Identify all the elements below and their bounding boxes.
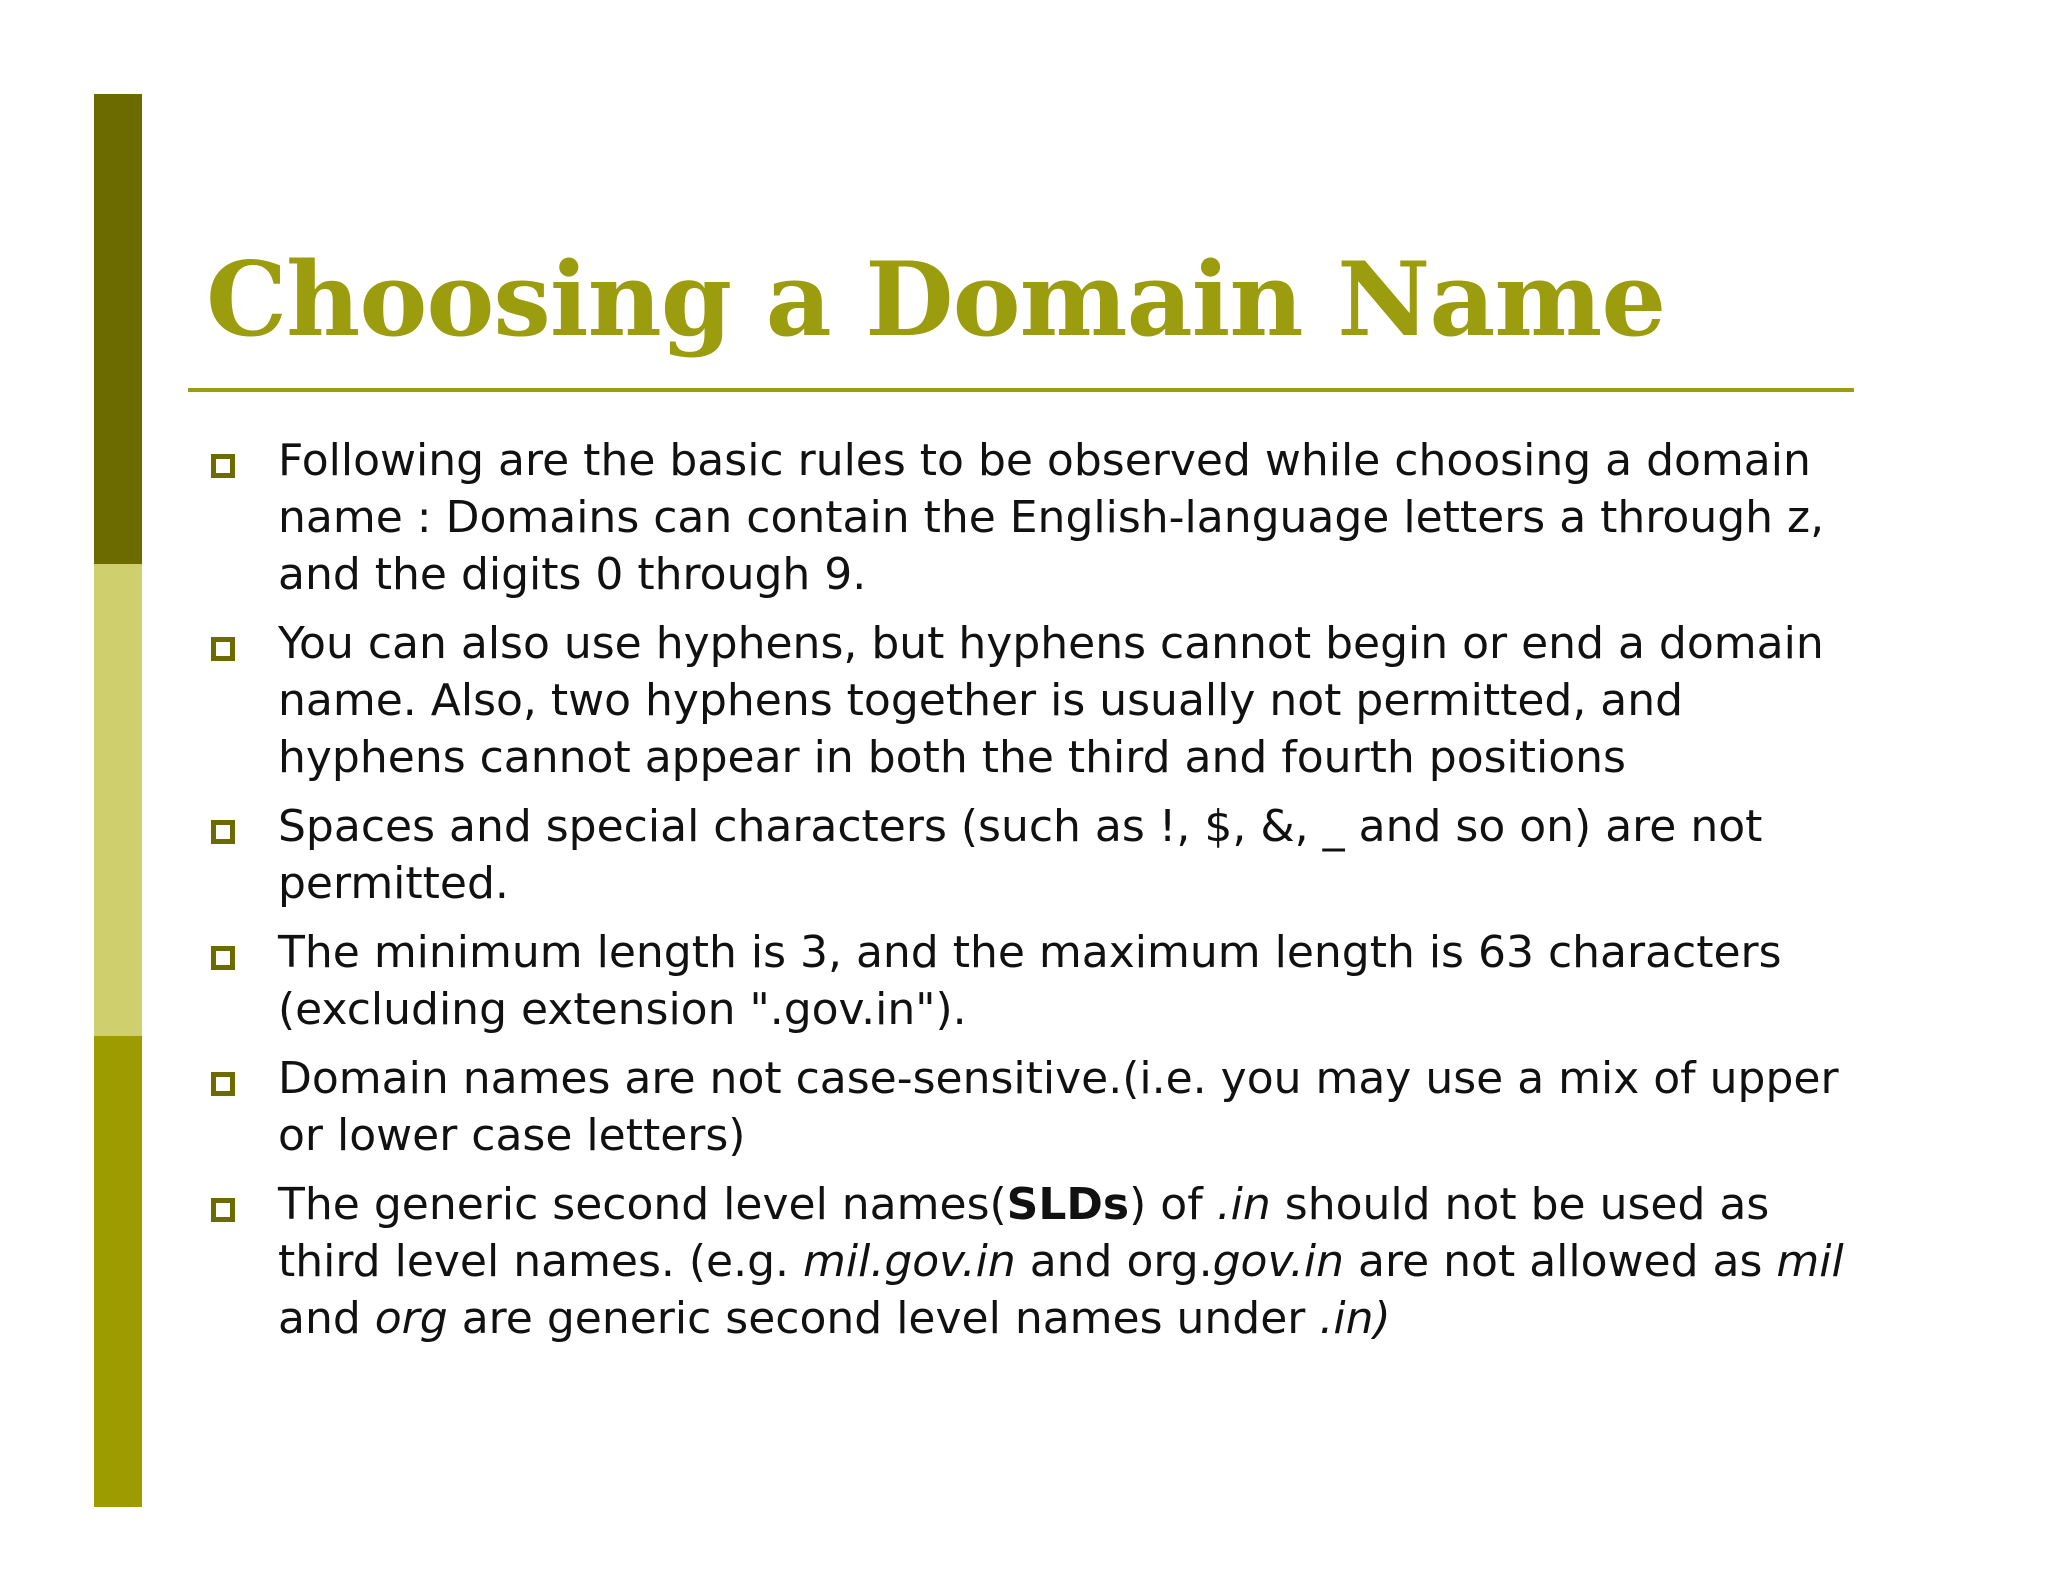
square-bullet-icon (211, 454, 235, 478)
bullet-text-italic: mil.gov.in (803, 1236, 1016, 1287)
title-divider (188, 388, 1854, 392)
bullet-text-italic: gov.in (1212, 1236, 1345, 1287)
side-bar-olive (94, 1036, 142, 1507)
bullet-length (208, 924, 1848, 1038)
bullet-text-italic: .in) (1319, 1293, 1391, 1344)
bullet-allowed-characters (208, 432, 1848, 603)
bullet-text-segment: should not be used as third level names. (e.g. (278, 1179, 1770, 1287)
bullet-text-segment: and (278, 1293, 375, 1344)
bullet-text-segment: and org. (1015, 1236, 1213, 1287)
bullet-special-characters (208, 798, 1848, 912)
bullet-case-sensitivity (208, 1050, 1848, 1164)
side-bar-dark (94, 94, 142, 564)
bullet-text-italic: mil (1776, 1236, 1844, 1287)
square-bullet-icon (211, 637, 235, 661)
square-bullet-icon (211, 1198, 235, 1222)
bullet-hyphens (208, 615, 1848, 786)
bullet-text-segment: The generic second level names( (278, 1179, 1007, 1230)
bullet-list (208, 432, 1848, 1359)
bullet-text: Following are the basic rules to be observed while choosing a domain name : Domains can contain the English-language letters a through z, and the digits 0 through 9. (278, 435, 1825, 600)
bullet-text-italic: org (374, 1293, 448, 1344)
bullet-text: Domain names are not case-sensitive.(i.e. you may use a mix of upper or lower case letters) (278, 1053, 1839, 1161)
bullet-text: The minimum length is 3, and the maximum length is 63 characters (excluding extension ".gov.in"). (278, 927, 1782, 1035)
bullet-text-italic: .in (1216, 1179, 1271, 1230)
square-bullet-icon (211, 1072, 235, 1096)
bullet-text-bold-slds: SLDs (1006, 1179, 1130, 1230)
bullet-text: You can also use hyphens, but hyphens cannot begin or end a domain name. Also, two hyphens together is usually not permitted, and hyphens cannot appear in both the third and fourth positions (278, 618, 1824, 783)
bullet-generic-slds (208, 1176, 1848, 1347)
bullet-text: Spaces and special characters (such as !, $, &, _ and so on) are not permitted. (278, 801, 1763, 909)
side-bar-light (94, 564, 142, 1036)
bullet-text-segment: are generic second level names under (447, 1293, 1320, 1344)
square-bullet-icon (211, 820, 235, 844)
square-bullet-icon (211, 946, 235, 970)
bullet-text-segment: are not allowed as (1344, 1236, 1777, 1287)
bullet-text-segment: ) of (1129, 1179, 1217, 1230)
slide-title: Choosing a Domain Name (206, 240, 1666, 360)
